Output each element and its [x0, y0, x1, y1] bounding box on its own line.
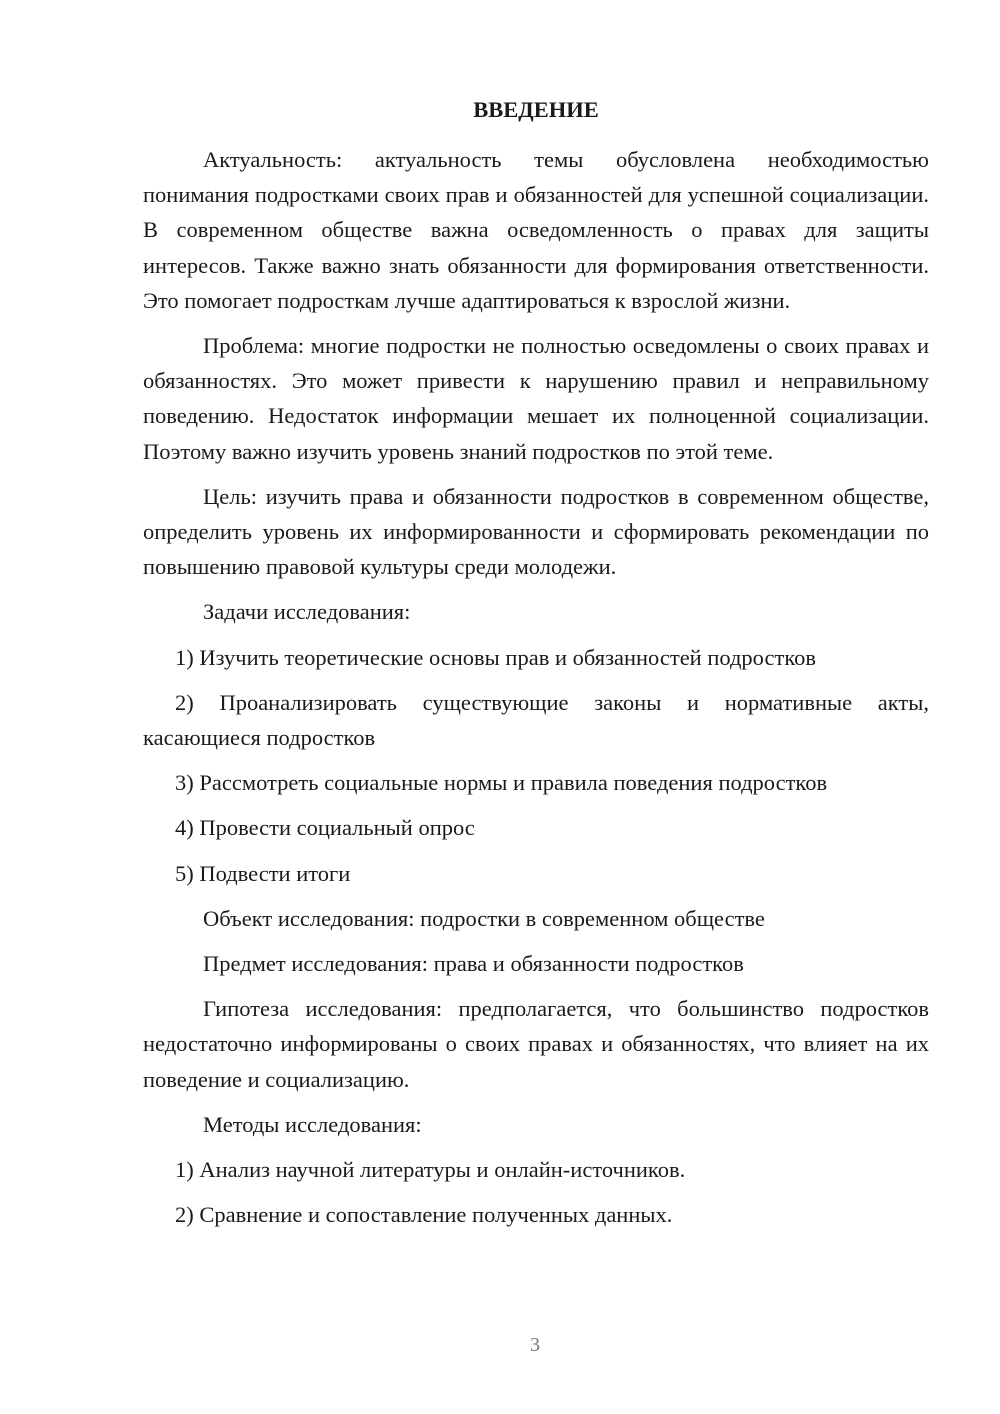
research-object: Объект исследования: подростки в современном обществе	[203, 905, 765, 931]
task-item-3: 3) Рассмотреть социальные нормы и правила поведения подростков	[175, 770, 828, 796]
task-item-1: 1) Изучить теоретические основы прав и обязанностей подростков	[175, 644, 816, 670]
page-title: ВВЕДЕНИЕ	[473, 97, 599, 122]
tasks-heading: Задачи исследования:	[203, 599, 411, 625]
method-item-1: 1) Анализ научной литературы и онлайн-источников.	[175, 1157, 686, 1183]
method-item-2: 2) Сравнение и сопоставление полученных данных.	[175, 1202, 673, 1228]
task-item-5: 5) Подвести итоги	[175, 860, 351, 886]
page-number: 3	[530, 1334, 540, 1356]
paragraph-hypothesis: Гипотеза исследования: предполагается, что большинство подростков недостаточно информированы о своих правах и обязанностях, что влияет на их поведение и социализацию.	[143, 996, 929, 1092]
research-subject: Предмет исследования: права и обязанности подростков	[203, 951, 744, 977]
task-item-2: 2) Проанализировать существующие законы и нормативные акты, касающиеся подростков	[143, 689, 929, 751]
page-content	[143, 92, 929, 1242]
paragraph-problem: Проблема: многие подростки не полностью осведомлены о своих правах и обязанностях. Это может привести к нарушению правил и неправильному поведению. Недостаток информации мешает их полноценной социализации. Поэтому важно изучить уровень знаний подростков по этой теме.	[143, 333, 929, 464]
task-item-4: 4) Провести социальный опрос	[175, 815, 475, 841]
methods-heading: Методы исследования:	[203, 1111, 422, 1137]
paragraph-relevance: Актуальность: актуальность темы обусловлена необходимостью понимания подростками своих прав и обязанностей для успешной социализации. В современном обществе важна осведомленность о правах для защиты интересов. Также важно знать обязанности для формирования ответственности. Это помогает подросткам лучше адаптироваться к взрослой жизни.	[143, 147, 929, 313]
paragraph-goal: Цель: изучить права и обязанности подростков в современном обществе, определить уровень их информированности и сформировать рекомендации по повышению правовой культуры среди молодежи.	[143, 483, 929, 580]
